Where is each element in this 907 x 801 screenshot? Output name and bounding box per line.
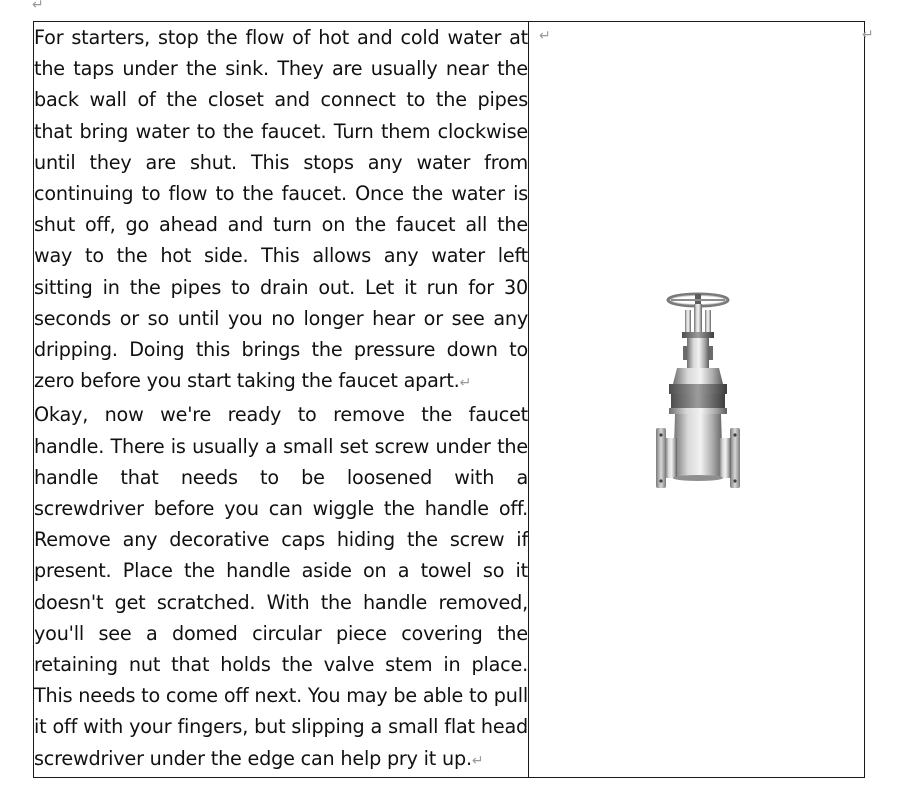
image-cell[interactable] (529, 22, 865, 778)
paragraph-2 (34, 399, 528, 776)
gate-valve-image (653, 288, 743, 494)
table-row (34, 22, 865, 778)
text-cell[interactable] (34, 22, 529, 778)
row-end-mark: ↵ (862, 27, 874, 43)
paragraph-mark: ↵ (471, 752, 484, 769)
paragraph-mark: ↵ (32, 0, 44, 13)
paragraph-1-text: For starters, stop the flow of hot and cold water at the taps under the sink. They are usually near the back wall of the closet and connect to the pipes that bring water to the faucet. Turn them clockwise until they are shut. This stops any water from continuing to flow to the faucet. Once the water is shut off, go ahead and turn on the faucet all the way to the hot side. This allows any water left sitting in the pipes to drain out. Let it run for 30 seconds or so until you no longer hear or see any dripping. Doing this brings the pressure down to zero before you start taking the faucet apart. (34, 26, 528, 393)
paragraph-2-text: Okay, now we're ready to remove the faucet handle. There is usually a small set screw under the handle that needs to be loosened with a screwdriver before you can wiggle the handle off. Remove any decorative caps hiding the screw if present. Place the handle aside on a towel so it doesn't get scratched. With the handle removed, you'll see a domed circular piece covering the retaining nut that holds the valve stem in place. This needs to come off next. You may be able to pull it off with your fingers, but slipping a small flat head screwdriver under the edge can help pry it up. (34, 403, 528, 770)
document-table (33, 21, 865, 778)
gate-valve-icon[interactable] (653, 288, 743, 494)
paragraph-1 (34, 22, 528, 399)
cell-mark: ↵ (539, 28, 551, 44)
paragraph-mark: ↵ (459, 375, 472, 392)
